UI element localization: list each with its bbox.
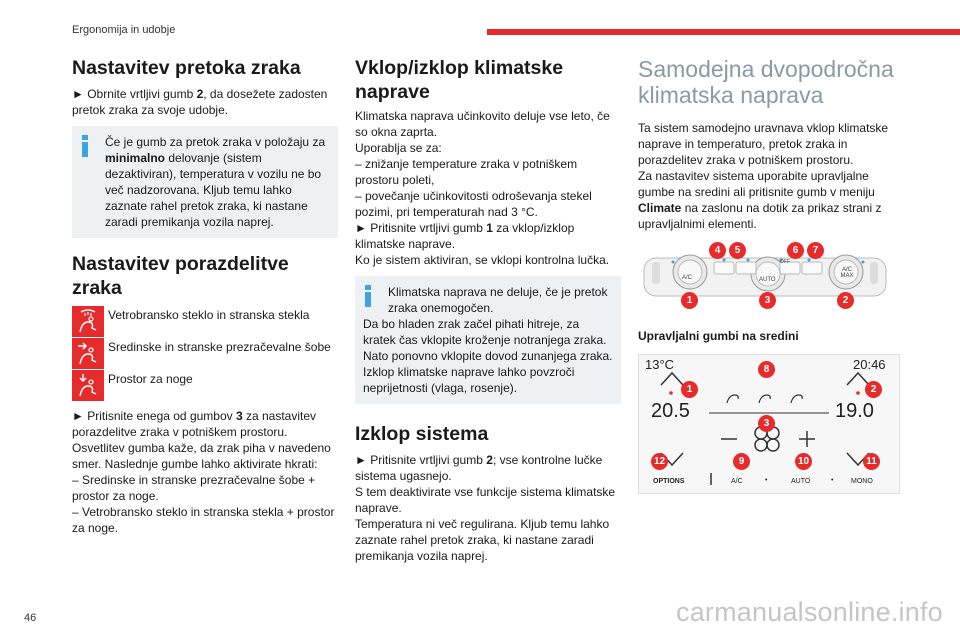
knob-label-auto: AUTO — [759, 277, 776, 283]
bold-text: minimalno — [105, 151, 166, 165]
paragraph-distribution-combo-2: – Vetrobransko steklo in stranska stekla + prostor za noge. — [72, 505, 335, 535]
paragraph-ac-1: Klimatska naprava učinkovito deluje vse leto, če so okna zaprta. — [355, 109, 610, 139]
options-button[interactable]: OPTIONS — [653, 478, 685, 485]
info-icon — [80, 135, 90, 157]
paragraph-off-2: S tem deaktivirate vse funkcije sistema klimatske naprave. — [355, 485, 616, 515]
paragraph-distribution-light: Osvetlitev gumba kaže, da zrak piha v navedeno smer. Naslednje gumbe lahko aktivirate hkrati: — [72, 441, 331, 471]
auto-button[interactable]: AUTO — [791, 478, 811, 485]
text: , da dosežete zadosten pretok zraka za svoje udobje. — [72, 87, 328, 117]
paragraph-dual-zone-1: Ta sistem samodejno uravnava vklop klimatske naprave in temperaturo, pretok zraka in porazdelitev zraka v potniškem prostoru. — [638, 121, 889, 167]
paragraph-ac-3: – znižanje temperature zraka v potniškem prostoru poleti, — [355, 157, 578, 187]
watermark: carmanualsonline.info — [676, 597, 943, 627]
windscreen-icon — [72, 306, 104, 337]
paragraph-air-flow — [72, 86, 338, 118]
footwell-icon — [72, 370, 104, 401]
text: za vklop/izklop klimatske naprave. — [355, 221, 575, 251]
left-temperature-value[interactable]: 20.5 — [651, 400, 690, 422]
text: na zaslonu na dotik za prikaz strani z upravljalnimi elementi. — [638, 201, 882, 231]
callout-1: 1 — [681, 381, 698, 398]
heading-system-off: Izklop sistema — [355, 423, 489, 445]
distribution-row-footwell — [72, 370, 338, 402]
column-3 — [638, 56, 900, 494]
distribution-row-face — [72, 338, 338, 370]
info-text-2: Da bo hladen zrak začel pihati hitreje, za kratek čas vklopite kroženje notranjega zraka. Nato ponovno vklopite dovod zunanjega zraka. — [363, 317, 613, 363]
callout-1: 1 — [681, 292, 698, 309]
callout-12: 12 — [651, 453, 668, 470]
paragraph-off-3: Temperatura ni več regulirana. Kljub temu lahko zaznate rahel pretok zraka, ki nastane zaradi premikanja vozila naprej. — [355, 517, 610, 563]
outside-temperature: 13°C — [645, 357, 675, 372]
distribution-label: Prostor za noge — [108, 372, 193, 386]
face-vent-icon — [72, 338, 104, 369]
callout-5: 5 — [729, 242, 746, 259]
distribution-label: Sredinske in stranske prezračevalne šobe — [108, 340, 331, 354]
paragraph-dual-zone-2 — [638, 168, 900, 232]
callout-8: 8 — [758, 361, 775, 378]
bold-ref: 3 — [235, 409, 243, 423]
text: ; vse kontrolne lučke sistema ugasnejo. — [355, 453, 603, 483]
callout-9: 9 — [733, 453, 750, 470]
text: ► Pritisnite vrtljivi gumb — [355, 453, 487, 467]
paragraph-ac-6: Ko je sistem aktiviran, se vklopi kontrolna lučka. — [355, 253, 610, 267]
paragraph-distribution-press — [72, 408, 338, 440]
text: ► Pritisnite vrtljivi gumb — [355, 221, 487, 235]
info-box-air-flow — [72, 126, 338, 238]
control-panel-illustration — [642, 242, 888, 310]
bold-ref: 2 — [196, 87, 204, 101]
distribution-row-windscreen — [72, 306, 338, 338]
right-temperature-value[interactable]: 19.0 — [835, 400, 874, 422]
bold-ref: 2 — [486, 453, 493, 467]
bold-menu-name: Climate — [638, 201, 682, 215]
mono-button[interactable]: MONO — [851, 478, 873, 485]
page-number: 46 — [24, 612, 37, 624]
screen-caption: Upravljalni gumbi na sredini — [638, 329, 799, 343]
callout-4: 4 — [709, 242, 726, 259]
heading-ac-on-off: Vklop/izklop klimatske naprave — [355, 57, 564, 103]
info-text-3: Izklop klimatske naprave lahko povzroči neprijetnosti (vlaga, rosenje). — [363, 365, 575, 395]
callout-2: 2 — [837, 292, 854, 309]
knob-label-ac: A/C — [682, 275, 693, 281]
bold-ref: 1 — [486, 221, 493, 235]
separator-dot: • — [831, 477, 834, 484]
text: Če je gumb za pretok zraka v položaju za — [105, 135, 326, 149]
text: za nastavitev porazdelitve zraka v potniškem prostoru. — [72, 409, 317, 439]
info-box-ac — [355, 276, 621, 404]
knob-label-ac-max: A/C MAX — [840, 267, 854, 279]
paragraph-ac-4: – povečanje učinkovitosti odroševanja stekel pozimi, pri temperaturah nad 3 °C. — [355, 189, 592, 219]
paragraph-distribution-combo-1: – Sredinske in stranske prezračevalne šobe + prostor za noge. — [72, 473, 316, 503]
heading-dual-zone: Samodejna dvopodročna klimatska naprava — [638, 56, 894, 108]
column-1 — [72, 56, 338, 536]
callout-7: 7 — [807, 242, 824, 259]
callout-2: 2 — [865, 381, 882, 398]
column-2 — [355, 56, 621, 564]
callout-6: 6 — [787, 242, 804, 259]
text: ► Obrnite vrtljivi gumb — [72, 87, 197, 101]
clock: 20:46 — [853, 357, 886, 372]
distribution-label: Vetrobransko steklo in stranska stekla — [108, 308, 310, 322]
info-icon — [363, 285, 373, 307]
callout-3: 3 — [759, 292, 776, 309]
text: delovanje (sistem dezaktiviran), temperatura v vozilu ne bo več nadzorovana. Kljub temu lahko zaznate rahel pretok zraka, ki nastane zaradi premikanja vozila naprej. — [105, 151, 322, 229]
label-off: OFF — [780, 259, 790, 265]
text: Za nastavitev sistema uporabite upravljalne gumbe na sredini ali pritisnite gumb v meniju — [638, 169, 875, 199]
paragraph-off-1 — [355, 452, 621, 484]
info-text-1: Klimatska naprava ne deluje, če je pretok zraka onemogočen. — [388, 285, 608, 315]
callout-11: 11 — [863, 453, 880, 470]
heading-air-distribution: Nastavitev porazdelitve zraka — [72, 253, 289, 299]
paragraph-ac-2: Uporablja se za: — [355, 141, 442, 155]
info-text — [80, 134, 330, 230]
touchscreen-illustration — [638, 354, 900, 494]
paragraph-ac-5 — [355, 220, 621, 252]
separator-dot: • — [765, 477, 768, 484]
callout-3: 3 — [758, 415, 775, 432]
heading-air-flow: Nastavitev pretoka zraka — [72, 57, 301, 79]
header-red-bar — [487, 29, 960, 35]
ac-button[interactable]: A/C — [731, 478, 743, 485]
text: ► Pritisnite enega od gumbov — [72, 409, 236, 423]
header-section-title: Ergonomija in udobje — [72, 24, 176, 36]
callout-10: 10 — [795, 453, 812, 470]
